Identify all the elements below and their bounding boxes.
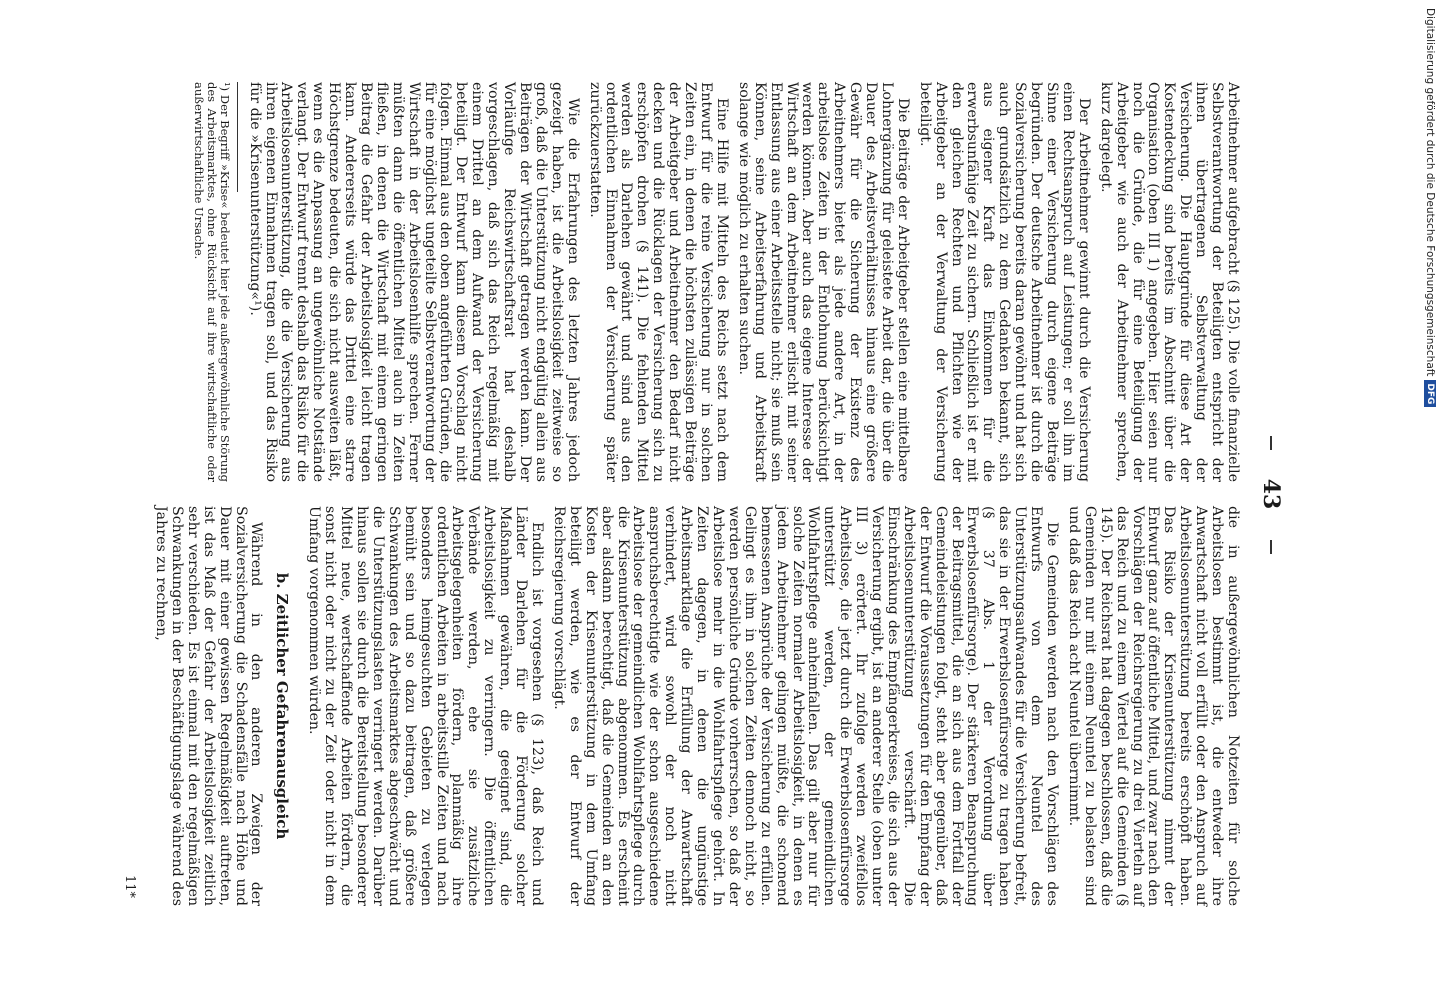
paragraph: Der Arbeitnehmer gewinnt durch die Versicherung einen Rechtsanspruch auf Leistungen; er soll ihn im Sinne einer Versicherung durch eigene Beiträge begründen. Der deutsche Arbeitnehmer ist durch die Sozialversicherung bereits daran gewöhnt und hat sich auch grundsätzlich zu dem Gedanken bekannt, sich aus eigener Kraft das Einkommen für die erwerbsunfähige Zeit zu sichern. Schließlich ist er mit den gleichen Rechten und Pflichten wie der Arbeitgeber an der Verwaltung der Versicherung beteiligt. <box>916 82 1092 482</box>
paragraph: Die Beiträge der Arbeitgeber stellen eine mittelbare Lohnergänzung für geleistete Arbeit dar, die über die Dauer des Arbeitsverhältnisses hinaus eine größere Gewähr für die Sicherung der Existenz des Arbeitnehmers bietet als jede andere Art, in der arbeitslose Zeiten in der Entlohnung berücksichtigt werden können. Aber auch das eigene Interesse der Wirtschaft an dem Arbeitnehmer erlischt mit seiner Entlassung aus einer Arbeitsstelle nicht; sie muß sein Können, seine Arbeitserfahrung und Arbeitskraft solange wie möglich zu erhalten suchen. <box>735 82 911 482</box>
column-right <box>122 506 1240 906</box>
page-number-dash <box>1270 540 1272 554</box>
text-columns <box>122 82 1240 906</box>
printer-signature: 11* <box>122 874 137 898</box>
paragraph: Wie die Erfahrungen des letzten Jahres jedoch gezeigt haben, ist die Arbeitslosigkeit zeitweise so groß, daß die Unterstützung nicht endgültig allein aus Beiträgen der Wirtschaft getragen werden kann. Der Vorläufige Reichswirtschaftsrat hat deshalb vorgeschlagen, daß sich das Reich regelmäßig mit einem Drittel an dem Aufwand der Versicherung beteiligt. Der Entwurf kann diesem Vorschlag nicht folgen. Einmal aus den oben angeführten Gründen, die für eine möglichst ungeteilte Selbstverantwortung der Wirtschaft in der Arbeitslosenhilfe sprechen. Ferner müßten dann die öffentlichen Mittel auch in Zeiten fließen, in denen die Wirtschaft mit einem geringen Beitrag die Gefahr der Arbeitslosigkeit leicht tragen kann. Andererseits würde das Drittel eine starre Höchstgrenze bedeuten, die sich nicht ausweiten läßt, wenn es die Anpassung an ungewöhnliche Notstände verlangt. Der Entwurf trennt deshalb das Risiko für die Arbeitslosenunterstützung, die die Versicherung aus ihren eigenen Einnahmen tragen soll, und das Risiko für die »Krisenunterstützung«¹). <box>246 82 581 482</box>
credit-text: Digitalisierung gefördert durch die Deutsche Forschungsgemeinschaft <box>1424 8 1436 377</box>
footnote-divider <box>237 82 238 192</box>
paragraph: Endlich ist vorgesehen (§ 123), daß Reich und Länder Darlehen für die Förderung solcher Maßnahmen gewähren, die geeignet sind, die Arbeitslosigkeit zu verringern. Die öffentlichen Verbände werden, ehe sie zusätzliche Arbeitsgelegenheiten fördern, planmäßig ihre ordentlichen Arbeiten in arbeitsstille Zeiten und nach besonders heimgesuchten Gebieten zu verlegen bemüht sein und so dazu beitragen, daß größere Schwankungen des Arbeitsmarktes abgeschwächt und die Unterstützungslasten verringert werden. Darüber hinaus sollen sie durch die Bereitstellung besonderer Mittel neue, wertschaffende Arbeiten fördern, die sonst nicht oder nicht zu der Zeit oder nicht in dem Umfang vorgenommen würden. <box>306 506 546 906</box>
paragraph: Arbeitnehmer aufgebracht (§ 125). Die volle finanzielle Selbstverantwortung der Beteiligten entspricht der ihnen übertragenen Selbstverwaltung der Versicherung. Die Hauptgründe für diese Art der Kostendeckung sind bereits im Abschnitt über die Organisation (oben III 1) angegeben. Hier seien nur noch die Gründe, die für eine Beteiligung der Arbeitgeber wie auch der Arbeitnehmer sprechen, kurz dargelegt. <box>1097 82 1241 482</box>
paragraph: Während in den anderen Zweigen der Sozialversicherung die Schadensfälle nach Höhe und Dauer mit einer gewissen Regelmäßigkeit auftreten, ist das Maß der Gefahr der Arbeitslosigkeit zeitlich sehr verschieden. Es ist einmal mit den regelmäßigen Schwankungen in der Beschäftigungslage während des Jahres zu rechnen, <box>153 506 265 906</box>
digitization-credit <box>1424 8 1436 407</box>
paragraph: Eine Hilfe mit Mitteln des Reichs setzt nach dem Entwurf für die reine Versicherung nur in solchen Zeiten ein, in denen die höchsten zulässigen Beiträge der Arbeitgeber und Arbeitnehmer den Bedarf nicht decken und die Rücklagen der Versicherung sich zu erschöpfen drohen (§ 141). Die fehlenden Mittel werden als Darlehen gewährt und sind aus den ordentlichen Einnahmen der Versicherung später zurückzuerstatten. <box>586 82 730 482</box>
page-number: 43 <box>1258 478 1284 510</box>
paragraph: die in außergewöhnlichen Notzeiten für solche Arbeitslosen bestimmt ist, die entweder ihre Anwartschaft nicht voll erfüllt oder den Anspruch auf Arbeitslosenunterstützung bereits erschöpft haben. Das Risiko der Krisenunterstützung nimmt der Entwurf ganz auf öffentliche Mittel, und zwar nach den Vorschlägen der Reichsregierung zu drei Vierteln auf das Reich und zu einem Viertel auf die Gemeinden (§ 145). Der Reichsrat hat dagegen beschlossen, daß die Gemeinden nur mit einem Neuntel zu belasten sind und daß das Reich acht Neuntel übernimmt. <box>1065 506 1241 906</box>
paragraph: Die Gemeinden werden nach den Vorschlägen des Entwurfs von dem Neuntel des Unterstützungsaufwandes für die Versicherung befreit, das sie in der Erwerbslosenfürsorge zu tragen haben (§ 37 Abs. 1 der Verordnung über Erwerbslosenfürsorge). Der stärkeren Beanspruchung der Beitragsmittel, die an sich aus dem Fortfall der Gemeindeleistungen folgt, steht aber gegenüber, daß der Entwurf die Voraussetzungen für den Empfang der Arbeitslosenunterstützung verschärft. Die Einschränkung des Empfängerkreises, die sich aus der Versicherung ergibt, ist an anderer Stelle (oben unter III 3) erörtert. Ihr zufolge werden zweifellos Arbeitslose, die jetzt durch die Erwerbslosenfürsorge unterstützt werden, der gemeindlichen Wohlfahrtspflege anheimfallen. Das gilt aber nur für solche Zeiten normaler Arbeitslosigkeit, in denen es jedem Arbeitnehmer gelingen müßte, die schonend bemessenen Ansprüche der Versicherung zu erfüllen. Gelingt es ihm in solchen Zeiten dennoch nicht, so werden persönliche Gründe vorherrschen, so daß der Arbeitslose mehr in die Wohlfahrtspflege gehört. In Zeiten dagegen, in denen die ungünstige Arbeitsmarktlage die Erfüllung der Anwartschaft verhindert, wird sowohl der noch nicht anspruchsberechtigte wie der schon ausgeschiedene Arbeitslose der gemeindlichen Wohlfahrtspflege durch die Krisenunterstützung abgenommen. Es erscheint aber alsdann berechtigt, daß die Gemeinden an den Kosten der Krisenunterstützung in dem Umfang beteiligt werden, wie es der Entwurf der Reichsregierung vorschlägt. <box>550 506 1061 906</box>
section-heading: b. Zeitlicher Gefahrenausgleich <box>273 572 292 840</box>
footnote: ¹) Der Begriff »Krise« bedeutet hier jede außergewöhnliche Störung des Arbeitsmarktes, ohne Rücksicht auf ihre wirtschaftliche oder außerwirtschaftliche Ursache. <box>191 82 232 482</box>
dfg-logo: DFG <box>1424 380 1436 407</box>
column-left <box>122 82 1240 482</box>
document-page <box>98 64 1288 924</box>
